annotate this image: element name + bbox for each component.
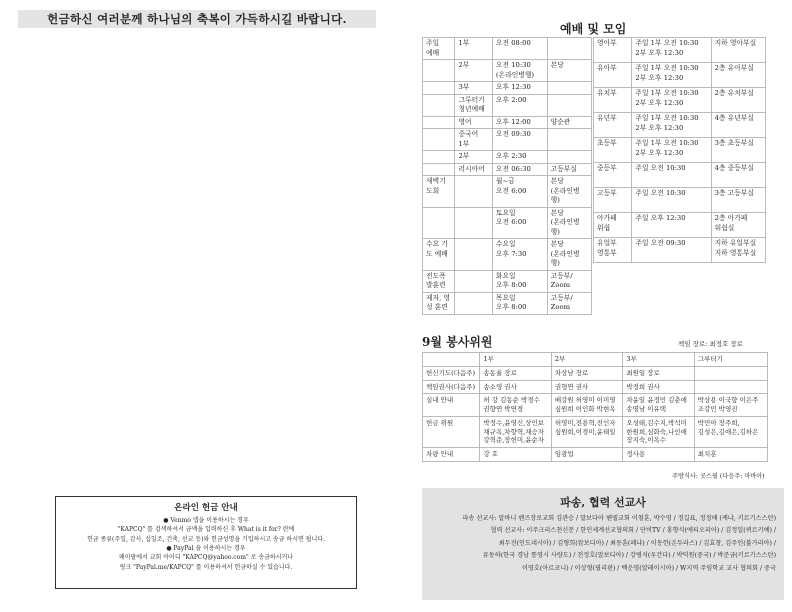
- service-cell: 목요일 오후 8:00: [492, 292, 547, 314]
- volunteer-cell: 임광업: [551, 448, 622, 462]
- service-cell: 2부: [455, 60, 492, 82]
- service-cell: 제자, 영성 훈련: [423, 292, 455, 314]
- volunteer-cell: 박민아 장주희, 김성은,김애은,김하은: [694, 416, 767, 447]
- service-row: [423, 116, 592, 129]
- ministry-cell: 유얼부 영통부: [594, 238, 632, 263]
- ministry-cell: 2층 유아부실: [711, 63, 765, 88]
- ministry-cell: 주일 1부 오전 10:30 2부 오후 12:30: [632, 88, 711, 113]
- ministry-row: [594, 238, 766, 263]
- service-row: [423, 129, 592, 151]
- worship-section-title: 예배 및 모임: [560, 22, 627, 36]
- service-cell: 토요일 오전 6:00: [492, 207, 547, 239]
- ministry-cell: 4층 유년부실: [711, 113, 765, 138]
- ministry-cell: 2층 유치부실: [711, 88, 765, 113]
- service-cell: [547, 38, 591, 60]
- ministry-cell: 지하 영아부실: [711, 38, 765, 63]
- service-cell: 그루터기 청년예배: [455, 94, 492, 116]
- volunteer-cell: 최치훈: [694, 448, 767, 462]
- ministry-cell: 고등부: [594, 188, 632, 213]
- service-cell: 화요일 오후 8:00: [492, 270, 547, 292]
- ministry-cell: 2층 아가페 워쉽실: [711, 213, 765, 238]
- missionaries-box: [422, 488, 784, 600]
- offering-blessing-banner: 헌금하신 여러분께 하나님의 축복이 가득하시길 바랍니다.: [18, 10, 376, 28]
- online-giving-line: 헌금 종류(주일, 감사, 십일조, 건축, 선교 등)와 헌금성명을 기입하시고 송금 하시면 됩니다.: [86, 535, 326, 543]
- service-cell: [423, 129, 455, 151]
- service-cell: 수요 기도 예배: [423, 239, 455, 271]
- volunteer-cell: 강 호: [480, 448, 551, 462]
- ministry-cell: 3층 초등부실: [711, 138, 765, 163]
- service-cell: [423, 82, 455, 95]
- volunteer-cell: 실내 안내: [423, 394, 480, 417]
- online-giving-line: 페이팔에서 교회 아이디 "KAPCQ@yahoo.com" 로 송금하시거나: [118, 554, 294, 562]
- ministry-cell: 주일 오전 10:30: [632, 188, 711, 213]
- service-cell: 전도폭발훈련: [423, 270, 455, 292]
- service-cell: [547, 129, 591, 151]
- volunteer-cell: 권형연 권사: [551, 380, 622, 394]
- service-cell: [547, 151, 591, 164]
- kitchen-note: 주방식사: 곳스필 (다음주: 마바아): [672, 473, 765, 480]
- ministry-schedule: [593, 37, 766, 263]
- missionary-line: 파송 선교사: 알바니 핸즈장로교회 김관승 / 말보다아 헨델교회 이철훈, 박수영 / 정길표, 정정애 (케냐, 키르기스스탄): [462, 515, 776, 522]
- service-cell: 오후 2:00: [492, 94, 547, 116]
- ministry-row: [594, 88, 766, 113]
- service-cell: [455, 292, 492, 314]
- ministry-cell: 4층 중등부실: [711, 163, 765, 188]
- service-row: [423, 60, 592, 82]
- volunteer-cell: 차윤일 윤정민 김춘애 송명남 이유택: [623, 394, 694, 417]
- service-cell: [423, 60, 455, 82]
- service-cell: [547, 94, 591, 116]
- ministry-cell: 아가페 워쉽: [594, 213, 632, 238]
- volunteer-cell: [694, 366, 767, 380]
- volunteer-table: [422, 352, 768, 462]
- ministry-cell: 중등부: [594, 163, 632, 188]
- service-cell: 오전 08:00: [492, 38, 547, 60]
- ministry-cell: 주일 1부 오전 10:30 2부 오후 12:30: [632, 63, 711, 88]
- service-cell: 양순관: [547, 116, 591, 129]
- volunteer-cell: 박정희 권사: [623, 380, 694, 394]
- online-giving-line: ● Venmo 앱을 이용하시는 경우: [163, 517, 249, 525]
- volunteer-row: [423, 448, 768, 462]
- ministry-cell: 주일 1부 오전 10:30 2부 오후 12:30: [632, 138, 711, 163]
- ministry-row: [594, 213, 766, 238]
- service-cell: 영어: [455, 116, 492, 129]
- ministry-row: [594, 38, 766, 63]
- volunteers-title: 9월 봉사위원: [422, 335, 493, 349]
- service-cell: 오후 12:30: [492, 82, 547, 95]
- volunteer-cell: 정사용: [623, 448, 694, 462]
- service-cell: 3부: [455, 82, 492, 95]
- service-cell: 고등부/ Zoom: [547, 292, 591, 314]
- volunteer-cell: 송동율 장로: [480, 366, 551, 380]
- service-row: [423, 239, 592, 271]
- ministry-row: [594, 138, 766, 163]
- volunteer-cell: 헌신기도(다음주): [423, 366, 480, 380]
- ministry-cell: 유아부: [594, 63, 632, 88]
- volunteer-row: [423, 380, 768, 394]
- missionary-line: 협력 선교사: 이주크리스천신문 / 한인세계선교협의회 / 단비TV / 홍향식(에티오피아) / 김정일(퀴르키예) /: [490, 527, 776, 535]
- ministry-cell: 주일 오전 10:30: [632, 163, 711, 188]
- service-row: [423, 176, 592, 208]
- service-schedule: [422, 37, 592, 315]
- service-cell: [455, 270, 492, 292]
- service-cell: 러시아어: [455, 163, 492, 176]
- volunteer-cell: 허 강 김동순 박경수 권향연 박연경: [480, 394, 551, 417]
- service-cell: [423, 207, 455, 239]
- service-cell: [547, 82, 591, 95]
- volunteer-cell: 오성태,김수지,박석미 한원희,심화숙,나인애 장지숙,이옥수: [623, 416, 694, 447]
- volunteer-cell: 헌금 위원: [423, 416, 480, 447]
- volunteer-cell: 박상용 이국향 이은주 조강민 박영진: [694, 394, 767, 417]
- service-cell: 본당 (온라인병행): [547, 176, 591, 208]
- missionaries-title: 파송, 협력 선교사: [560, 496, 646, 509]
- service-cell: 오전 06:30: [492, 163, 547, 176]
- missionary-line: 최두진(인도네시아) / 김형희(캄보디아) / 최동훈(페냐) / 이동헌(온두라스) / 김효창, 김주인(불가리아) /: [498, 539, 776, 547]
- ministry-cell: 초등부: [594, 138, 632, 163]
- online-giving-title: 온라인 헌금 안내: [174, 503, 238, 513]
- service-cell: 고등부/ Zoom: [547, 270, 591, 292]
- service-row: [423, 94, 592, 116]
- service-cell: [423, 151, 455, 164]
- volunteer-header: 2부: [551, 353, 622, 367]
- service-cell: 본당 (온라인병행): [547, 207, 591, 239]
- service-cell: 고등부실: [547, 163, 591, 176]
- service-row: [423, 270, 592, 292]
- service-cell: [423, 94, 455, 116]
- service-cell: 본당: [547, 60, 591, 82]
- ministry-row: [594, 63, 766, 88]
- service-cell: 중국어 1부: [455, 129, 492, 151]
- online-giving-line: ● PayPal 을 이용하시는 경우: [166, 545, 246, 553]
- online-giving-line: "KAPCQ" 를 검색하셔서 금액을 입력하신 후 What is it for? 란에: [117, 526, 295, 534]
- service-cell: 주일 예배: [423, 38, 455, 60]
- volunteer-cell: [694, 380, 767, 394]
- service-row: [423, 163, 592, 176]
- ministry-cell: 유치부: [594, 88, 632, 113]
- ministry-cell: 영아부: [594, 38, 632, 63]
- service-cell: [455, 207, 492, 239]
- volunteer-cell: 박정수,윤영신,상인보 채규옥,차향혁,채승자 강혁준,장헌미,윤순자: [480, 416, 551, 447]
- service-cell: [423, 116, 455, 129]
- volunteer-row: [423, 366, 768, 380]
- service-row: [423, 38, 592, 60]
- service-cell: 수요일 오후 7:30: [492, 239, 547, 271]
- ministry-cell: 3층 고등부실: [711, 188, 765, 213]
- online-giving-line: 링크 "PayPal.me/KAPCQ" 를 이용하셔서 헌금하실 수 있습니다.: [119, 563, 293, 571]
- ministry-cell: 주일 1부 오전 10:30 2부 오후 12:30: [632, 38, 711, 63]
- ministry-row: [594, 113, 766, 138]
- ministry-cell: 유년부: [594, 113, 632, 138]
- volunteer-cell: 차상남 장로: [551, 366, 622, 380]
- service-cell: 2부: [455, 151, 492, 164]
- missionary-line: 이영호(아르코니) / 이상형(필리핀) / 백운영(알레이시아) / W지역 주임학교 교사 협의회 / 중국: [521, 564, 776, 572]
- volunteer-header-row: [423, 353, 768, 367]
- missionary-line: 류동하(한국 경남 통영시 사량도) / 전정호(말보디아) / 강병석(우간다) / 박덕원(중국) / 박준금(키르기스스탄): [482, 552, 776, 560]
- volunteer-cell: 배강원 허영미 이미영 심원희 이인화 박현옥: [551, 394, 622, 417]
- volunteer-header: 그루터기: [694, 353, 767, 367]
- service-cell: 오전 09:30: [492, 129, 547, 151]
- volunteer-cell: 책임권사(다음주): [423, 380, 480, 394]
- volunteer-cell: 차량 안내: [423, 448, 480, 462]
- service-cell: 오전 10:30 (온라인병행): [492, 60, 547, 82]
- service-row: [423, 207, 592, 239]
- service-cell: [423, 163, 455, 176]
- service-cell: 월~금 오전 6:00: [492, 176, 547, 208]
- volunteer-cell: 최원일 장로: [623, 366, 694, 380]
- volunteer-cell: 허영미,전용혁,전인자 심원희,이경미,윤태일: [551, 416, 622, 447]
- ministry-row: [594, 188, 766, 213]
- service-cell: 오후 12:00: [492, 116, 547, 129]
- service-cell: 새벽기도회: [423, 176, 455, 208]
- volunteer-header: 1부: [480, 353, 551, 367]
- service-cell: 오후 2:30: [492, 151, 547, 164]
- service-row: [423, 82, 592, 95]
- ministry-cell: 주일 오후 12:30: [632, 213, 711, 238]
- service-cell: [455, 239, 492, 271]
- volunteer-header: 3부: [623, 353, 694, 367]
- service-cell: 1부: [455, 38, 492, 60]
- chair-elder: 책임 장로: 최정호 장로: [678, 340, 743, 348]
- service-row: [423, 292, 592, 314]
- service-cell: 본당 (온라인병행): [547, 239, 591, 271]
- service-cell: [455, 176, 492, 208]
- volunteer-header: [423, 353, 480, 367]
- ministry-cell: 주일 오전 09:30: [632, 238, 711, 263]
- volunteer-row: [423, 394, 768, 417]
- ministry-row: [594, 163, 766, 188]
- volunteer-cell: 송소영 권사: [480, 380, 551, 394]
- ministry-cell: 지하 유얼부실 지하 영통부실: [711, 238, 765, 263]
- service-row: [423, 151, 592, 164]
- online-giving-box: [55, 496, 357, 589]
- volunteer-row: [423, 416, 768, 447]
- ministry-cell: 주일 1부 오전 10:30 2부 오후 12:30: [632, 113, 711, 138]
